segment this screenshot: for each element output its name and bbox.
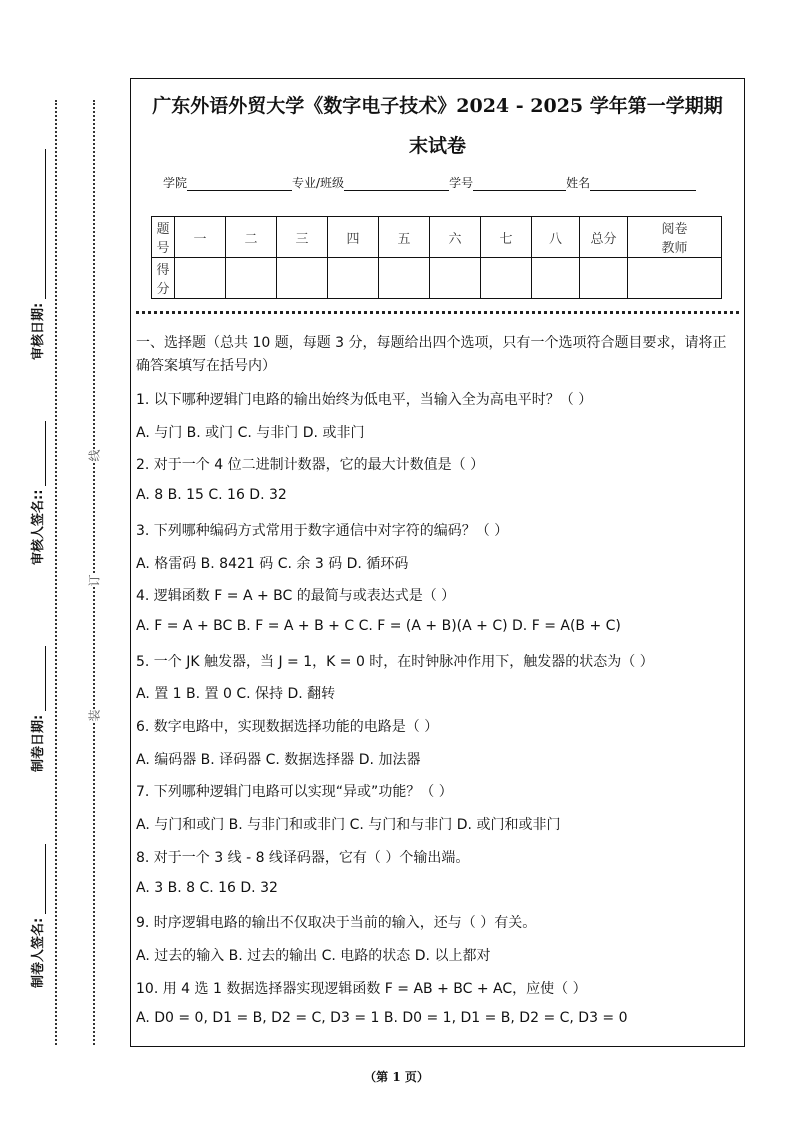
question-text: 10. 用 4 选 1 数据选择器实现逻辑函数 F = AB + BC + AC，应使（ ） bbox=[136, 980, 587, 997]
exam-title: 广东外语外贸大学《数字电子技术》2024 - 2025 学年第一学期期 bbox=[152, 95, 723, 117]
binding-mark-ding: 订 bbox=[87, 574, 102, 587]
question-text: 5. 一个 JK 触发器，当 J = 1，K = 0 时，在时钟脉冲作用下，触发器的状态为（ ） bbox=[136, 653, 654, 670]
reviewer-sign-field: 审核人签名:: bbox=[28, 421, 46, 565]
maker-sign-field: 制卷人签名: bbox=[28, 844, 46, 988]
answer-options: A. 过去的输入 B. 过去的输出 C. 电路的状态 D. 以上都对 bbox=[136, 947, 491, 964]
dotted-separator bbox=[136, 311, 739, 314]
binding-mark-xian: 线 bbox=[87, 449, 102, 462]
question-text: 3. 下列哪种编码方式常用于数字通信中对字符的编码？（ ） bbox=[136, 522, 509, 539]
college-label: 学院 bbox=[163, 176, 188, 190]
answer-options: A. 格雷码 B. 8421 码 C. 余 3 码 D. 循环码 bbox=[136, 555, 409, 572]
row-label-question: 题号 bbox=[152, 217, 175, 258]
question-text: 4. 逻辑函数 F = A + BC 的最简与或表达式是（ ） bbox=[136, 588, 456, 605]
col-header: 二 bbox=[226, 217, 277, 258]
answer-options: A. F = A + BC B. F = A + B + C C. F = (A + B)(A + C) D. F = A(B + C) bbox=[136, 617, 621, 634]
question-text: 9. 时序逻辑电路的输出不仅取决于当前的输入，还与（ ）有关。 bbox=[136, 915, 537, 932]
student-id-field[interactable] bbox=[473, 178, 566, 191]
answer-options: A. 与门和或门 B. 与非门和或非门 C. 与门和与非门 D. 或门和或非门 bbox=[136, 817, 561, 834]
name-field[interactable] bbox=[590, 178, 696, 191]
score-cell[interactable] bbox=[175, 258, 226, 299]
score-table bbox=[151, 216, 722, 299]
score-cell[interactable] bbox=[226, 258, 277, 299]
col-header: 一 bbox=[175, 217, 226, 258]
student-id-label: 学号 bbox=[449, 176, 474, 190]
section-heading: 一、选择题（总共 10 题，每题 3 分，每题给出四个选项，只有一个选项符合题目要求，请将正确答案填写在括号内） bbox=[136, 335, 727, 374]
answer-options: A. 3 B. 8 C. 16 D. 32 bbox=[136, 879, 278, 896]
score-cell[interactable] bbox=[628, 258, 722, 299]
binding-dotted-line bbox=[93, 100, 95, 1045]
col-header: 三 bbox=[277, 217, 328, 258]
question-text: 2. 对于一个 4 位二进制计数器，它的最大计数值是（ ） bbox=[136, 457, 485, 474]
score-cell[interactable] bbox=[430, 258, 481, 299]
answer-options: A. D0 = 0, D1 = B, D2 = C, D3 = 1 B. D0 = 1, D1 = B, D2 = C, D3 = 0 bbox=[136, 1010, 628, 1027]
binding-dotted-line bbox=[55, 100, 57, 1045]
question-text: 8. 对于一个 3 线 - 8 线译码器，它有（ ）个输出端。 bbox=[136, 849, 470, 866]
student-info bbox=[163, 174, 696, 191]
col-header: 阅卷教师 bbox=[628, 217, 722, 258]
col-header: 八 bbox=[532, 217, 580, 258]
answer-options: A. 8 B. 15 C. 16 D. 32 bbox=[136, 487, 287, 504]
question-text: 1. 以下哪种逻辑门电路的输出始终为低电平，当输入全为高电平时？（ ） bbox=[136, 392, 593, 408]
col-header: 七 bbox=[481, 217, 532, 258]
college-field[interactable] bbox=[187, 178, 292, 191]
score-cell[interactable] bbox=[277, 258, 328, 299]
score-cell[interactable] bbox=[580, 258, 628, 299]
row-label-score: 得分 bbox=[152, 258, 175, 299]
answer-options: A. 编码器 B. 译码器 C. 数据选择器 D. 加法器 bbox=[136, 751, 421, 768]
question-text: 6. 数字电路中，实现数据选择功能的电路是（ ） bbox=[136, 719, 439, 735]
major-class-label: 专业/班级 bbox=[292, 176, 345, 190]
answer-options: A. 置 1 B. 置 0 C. 保持 D. 翻转 bbox=[136, 686, 336, 703]
col-header: 四 bbox=[328, 217, 379, 258]
exam-title-cont: 末试卷 bbox=[408, 135, 466, 157]
col-header: 六 bbox=[430, 217, 481, 258]
page-number: （第 1 页） bbox=[364, 1070, 429, 1084]
answer-options: A. 与门 B. 或门 C. 与非门 D. 或非门 bbox=[136, 424, 365, 441]
major-class-field[interactable] bbox=[344, 178, 449, 191]
score-cell[interactable] bbox=[481, 258, 532, 299]
score-cell[interactable] bbox=[532, 258, 580, 299]
score-cell[interactable] bbox=[379, 258, 430, 299]
question-text: 7. 下列哪种逻辑门电路可以实现“异或”功能？（ ） bbox=[136, 784, 453, 801]
score-cell[interactable] bbox=[328, 258, 379, 299]
binding-mark-zhuang: 装 bbox=[87, 709, 102, 722]
make-date-field: 制卷日期: bbox=[28, 646, 46, 772]
review-date-field: 审核日期: bbox=[28, 149, 46, 360]
exam-frame bbox=[130, 78, 745, 1047]
col-header: 五 bbox=[379, 217, 430, 258]
col-header: 总分 bbox=[580, 217, 628, 258]
name-label: 姓名 bbox=[566, 176, 591, 190]
